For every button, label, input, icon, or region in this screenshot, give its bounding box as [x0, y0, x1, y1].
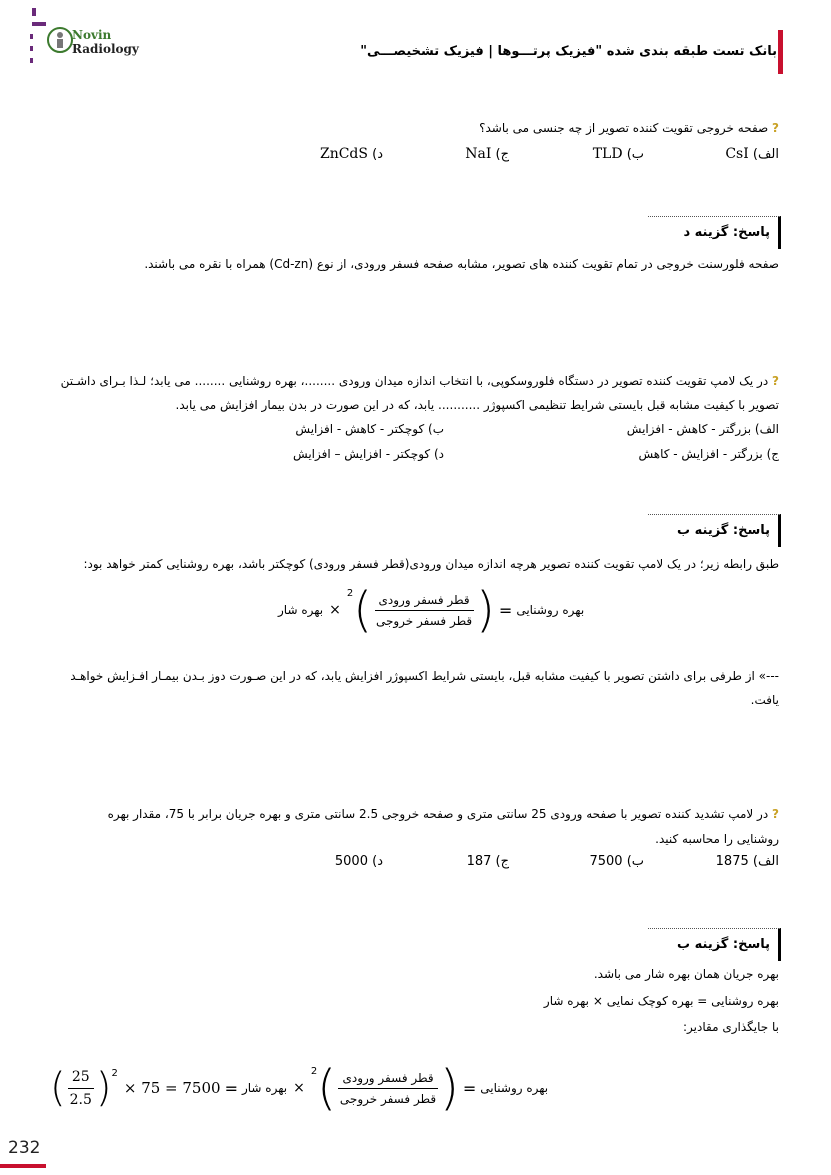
answer-2-conclusion-line1: ---» از طرفی برای داشتن تصویر با کیفیت مشابه قبل، بایستی شرایط اکسپوژر افزایش یابد، که در این صـورت دوز بـدن بیمـار افـزایش خواهـد	[70, 669, 779, 683]
answer-2-box	[648, 514, 781, 547]
answer-3-explanation-1: بهره جریان همان بهره شار می باشد.	[593, 967, 779, 981]
answer-2-conclusion-line2: یافت.	[750, 693, 779, 707]
q2-option-b: ب) کوچکتر - کاهش - افزایش	[295, 422, 444, 436]
q3-option-a: الف) 1875	[715, 854, 779, 869]
answer-2-explanation: طبق رابطه زیر؛ در یک لامپ تقویت کننده تصویر هرچه اندازه میدان ورودی(قطر فسفر ورودی) کوچکتر باشد، بهره روشنایی کمتر خواهد بود:	[83, 557, 779, 571]
logo-dots	[16, 8, 38, 70]
formula-2-lhs: بهره روشنایی	[480, 1081, 549, 1095]
question-icon: ?	[772, 121, 779, 135]
q3-option-c: ج) 187	[466, 854, 509, 869]
answer-3-title: پاسخ: گزینه ب	[677, 937, 770, 952]
answer-1-title: پاسخ: گزینه د	[683, 225, 770, 240]
question-icon: ?	[772, 807, 779, 821]
answer-3-explanation-2: بهره روشنایی = بهره کوچک نمایی × بهره شار	[543, 994, 779, 1008]
q2-option-a: الف) بزرگتر - کاهش - افزایش	[626, 422, 779, 436]
q1-option-b: ب) TLD	[592, 146, 644, 162]
formula-1-flux-gain: بهره شار	[278, 603, 324, 617]
formula-1-lhs: بهره روشنایی	[516, 603, 585, 617]
q1-option-d: د) ZnCdS	[319, 146, 383, 162]
page-title: بانک تست طبقه بندی شده "فیزیک پرتـــوها | فیزیک تشخیصـــی"	[360, 44, 777, 59]
answer-3-explanation-3: با جایگذاری مقادیر:	[683, 1020, 779, 1034]
q1-option-c: ج) NaI	[465, 146, 509, 162]
question-3-line2: روشنایی را محاسبه کنید.	[655, 832, 779, 846]
page-number-underline	[0, 1164, 46, 1168]
q3-option-b: ب) 7500	[589, 854, 644, 869]
question-2-line1: ? در یک لامپ تقویت کننده تصویر در دستگاه فلوروسکوپی، با انتخاب اندازه میدان ورودی ........، بهره روشنایی ........ می یابد؛ لـذا بـرای داشـتن	[60, 374, 779, 388]
logo-text-radiology: Radiology	[72, 42, 139, 56]
q2-option-c: ج) بزرگتر - افزایش - کاهش	[638, 447, 779, 461]
logo	[46, 24, 156, 62]
answer-1-box	[648, 216, 781, 249]
question-1-text: صفحه خروجی تقویت کننده تصویر از چه جنسی می باشد؟	[479, 121, 769, 135]
answer-2-title: پاسخ: گزینه ب	[677, 523, 770, 538]
question-icon: ?	[772, 374, 779, 388]
answer-1-explanation: صفحه فلورسنت خروجی در تمام تقویت کننده های تصویر، مشابه صفحه فسفر ورودی، از نوع (Cd-zn) همراه با نقره می باشند.	[144, 257, 779, 271]
formula-2-numeric: ( $\frac{25}{2.5}$ ) 2 × 75 = 7500	[50, 1065, 221, 1111]
question-2-line2: تصویر با کیفیت مشابه قبل بایستی شرایط تنظیمی اکسپوژر ........... یابد، که در این صورت در بدن بیمار افزایش می یابد.	[175, 398, 779, 412]
q1-option-a: الف) CsI	[725, 146, 779, 162]
logo-text-novin: Novin	[72, 28, 112, 42]
formula-1: بهره روشنایی = ( $\frac{\text{قطر فسفر ورودی}}{\text{قطر فسفر خروجی}}$ ) 2 × بهره شار	[278, 582, 585, 638]
page-number: 232	[8, 1138, 41, 1158]
formula-1-fraction: $\frac{\text{قطر فسفر ورودی}}{\text{قطر فسفر خروجی}}$	[375, 592, 473, 628]
formula-2-fraction: $\frac{\text{قطر فسفر ورودی}}{\text{قطر فسفر خروجی}}$	[339, 1070, 437, 1106]
question-1	[479, 120, 779, 136]
q2-option-d: د) کوچکتر - افزایش – افزایش	[293, 447, 444, 461]
logo-emblem-icon	[46, 26, 74, 54]
q3-option-d: د) 5000	[334, 854, 383, 869]
question-3-line1: ? در لامپ تشدید کننده تصویر با صفحه ورودی 25 سانتی متری و صفحه خروجی 2.5 سانتی متری و بهره جریان برابر با 75، مقدار بهره	[107, 807, 779, 821]
answer-3-box	[648, 928, 781, 961]
formula-2: بهره روشنایی = ( $\frac{\text{قطر فسفر ورودی}}{\text{قطر فسفر خروجی}}$ ) 2 × بهره شار = ( $\frac{25}{2.5}$ ) 2 × 75 = 7500	[50, 1060, 549, 1116]
header-red-bar	[778, 30, 783, 74]
formula-2-flux-gain: بهره شار	[241, 1081, 288, 1095]
